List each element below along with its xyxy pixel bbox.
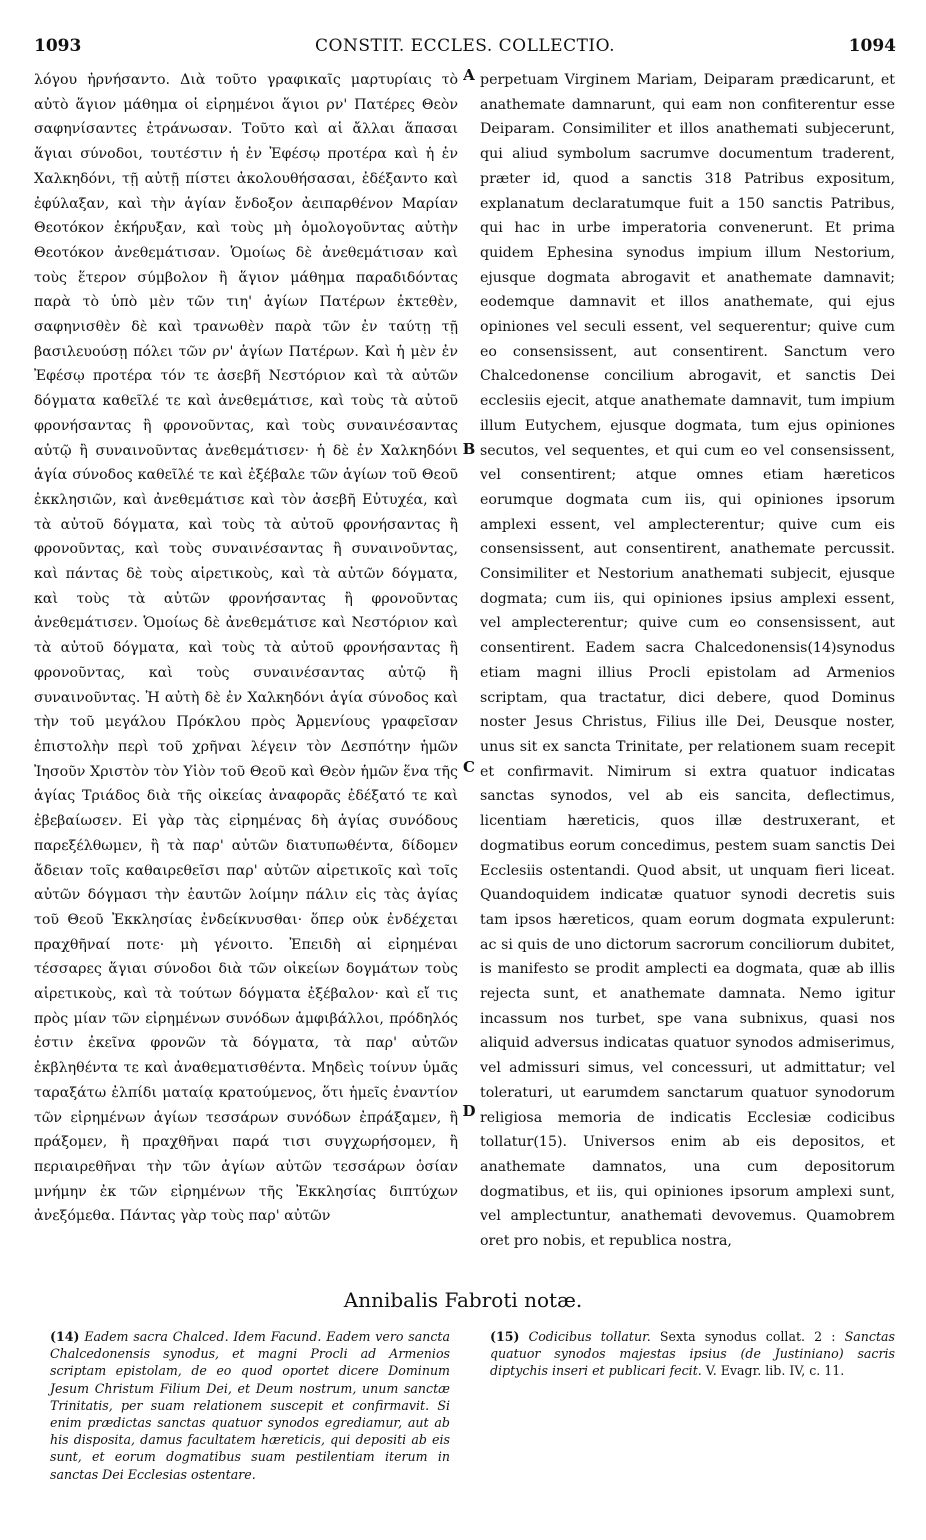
page-number-right: 1094	[848, 36, 896, 56]
page-header	[34, 36, 896, 62]
note-15-lemma: Codicibus tollatur.	[528, 1329, 651, 1344]
note-15	[490, 1328, 895, 1380]
greek-text-column: λόγου ἠρνήσαντο. Διὰ τοῦτο γραφικαῖς μαρτυρίαις τὸ αὐτὸ ἅγιον μάθημα οἱ εἰρημένοι ἅγιοι ρν' Πατέρες Θεὸν σαφηνίσαντες ἐτράνωσαν. Τοῦτο καὶ αἱ ἄλλαι ἅπασαι ἅγιαι σύνοδοι, τουτέστιν ἡ ἐν Ἐφέσῳ προτέρα καὶ ἡ ἐν Χαλκηδόνι, τῇ αὐτῇ πίστει ἀκολουθήσασαι, ἐδέξαντο καὶ ἐφύλαξαν, καὶ τὴν ἁγίαν ἔνδοξον ἀειπαρθένον Μαρίαν Θεοτόκον ἐκήρυξαν, καὶ τοὺς μὴ ὁμολογοῦντας αὐτὴν Θεοτόκον ἀνεθεμάτισαν. Ὁμοίως δὲ ἀνεθεμάτισαν καὶ τοὺς ἕτερον σύμβολον ἢ ἅγιον μάθημα παραδιδόντας παρὰ τὸ ὑπὸ μὲν τῶν τιη' ἁγίων Πατέρων ἐκτεθὲν, σαφηνισθὲν δὲ καὶ τρανωθὲν παρὰ τῶν ἐν ταύτῃ τῇ βασιλευούσῃ πόλει τῶν ρν' ἁγίων Πατέρων. Καὶ ἡ μὲν ἐν Ἐφέσῳ προτέρα τόν τε ἀσεβῆ Νεστόριον καὶ τὰ αὐτῶν δόγματα καθεῖλέ τε καὶ ἀνεθεμάτισε, καὶ τοὺς τὰ αὐτοῦ φρονήσαντας ἢ φρονοῦντας, καὶ τοὺς συναινέσαντας αὐτῷ ἢ συναινοῦντας ἀνεθεμάτισεν· ἡ δὲ ἐν Χαλκηδόνι ἁγία σύνοδος καθεῖλέ τε καὶ ἐξέβαλε τῶν ἁγίων τοῦ Θεοῦ ἐκκλησιῶν, καὶ ἀνεθεμάτισε καὶ τὸν ἀσεβῆ Εὐτυχέα, καὶ τὰ αὐτοῦ δόγματα, καὶ τοὺς τὰ αὐτοῦ φρονήσαντας ἢ φρονοῦντας, καὶ τοὺς συναινέσαντας ἢ συναινοῦντας, καὶ πάντας δὲ τοὺς αἱρετικοὺς, καὶ τὰ αὐτῶν δόγματα, καὶ τοὺς τὰ αὐτῶν φρονήσαντας ἢ φρονοῦντας ἀνεθεμάτισεν. Ὁμοίως δὲ ἀνεθεμάτισε καὶ Νεστόριον καὶ τὰ αὐτοῦ δόγματα, καὶ τοὺς τὰ αὐτοῦ φρονήσαντας ἢ φρονοῦντας, καὶ τοὺς συναινέσαντας αὐτῷ ἢ συναινοῦντας. Ἡ αὐτὴ δὲ ἐν Χαλκηδόνι ἁγία σύνοδος καὶ τὴν τοῦ μεγάλου Πρόκλου πρὸς Ἀρμενίους γραφεῖσαν ἐπιστολὴν περὶ τοῦ χρῆναι λέγειν τὸν Δεσπότην ἡμῶν Ἰησοῦν Χριστὸν τὸν Υἱὸν τοῦ Θεοῦ καὶ Θεὸν ἡμῶν ἕνα τῆς ἁγίας Τριάδος διὰ τῆς οἰκείας ἀναφορᾶς ἐδέξατό τε καὶ ἐβεβαίωσεν. Εἰ γὰρ τὰς εἰρημένας δὴ ἁγίας συνόδους παρεξέλθωμεν, ἢ τὰ παρ' αὐτῶν διατυπωθέντα, δίδομεν ἄδειαν τοῖς καθαιρεθεῖσι παρ' αὐτῶν αἱρετικοῖς καὶ τοῖς αὐτῶν δόγμασι τὴν ἑαυτῶν λοίμην πάλιν εἰς τὰς ἁγίας τοῦ Θεοῦ Ἐκκλησίας ἐνδείκνυσθαι· ὅπερ οὐκ ἐνδέχεται πραχθῆναί ποτε· μὴ γένοιτο. Ἐπειδὴ αἱ εἰρημέναι τέσσαρες ἅγιαι σύνοδοι διὰ τῶν οἰκείων δογμάτων τοὺς αἱρετικοὺς, καὶ τὰ τούτων δόγματα ἐξέβαλον· καὶ εἴ τις πρὸς μίαν τῶν εἰρημένων συνόδων ἀμφιβάλλοι, πρόδηλός ἐστιν ἐκεῖνα φρονῶν τὰ δόγματα, τὰ παρ' αὐτῶν ἐκβληθέντα τε καὶ ἀναθεματισθέντα. Μηδεὶς τοίνυν ὑμᾶς ταραξάτω ἐλπίδι ματαίᾳ κρατούμενος, ὅτι ἡμεῖς ἐναντίον τῶν εἰρημένων ἁγίων τεσσάρων συνόδων ἐπράξαμεν, ἢ πράξομεν, ἢ πραχθῆναι παρά τισι συγχωρήσομεν, ἢ περιαιρεθῆναι τὴν τῶν ἁγίων αὐτῶν τεσσάρων ὁσίαν μνήμην ἐκ τῶν εἰρημένων τῆς Ἐκκλησίας διπτύχων ἀνεξόμεθα. Πάντας γὰρ τοὺς παρ' αὐτῶν	[34, 72, 458, 1225]
note-15-number: (15)	[490, 1329, 520, 1344]
notes-heading: Annibalis Fabroti notæ.	[343, 1288, 583, 1312]
note-14-number: (14)	[50, 1329, 80, 1344]
note-15-see-also: V. Evagr. lib. IV, c. 11.	[705, 1363, 845, 1379]
note-14	[50, 1328, 450, 1483]
margin-marker-b: B	[462, 440, 476, 458]
running-title: CONSTIT. ECCLES. COLLECTIO.	[315, 36, 615, 56]
margin-marker-d: D	[462, 1102, 476, 1120]
note-15-text: Sanctas quatuor synodos majestas ipsius (de Justiniano) sacris diptychis inseri et publicari fecit.	[490, 1329, 895, 1379]
margin-marker-c: C	[463, 758, 475, 776]
latin-text-column: perpetuam Virginem Mariam, Deiparam prædicarunt, et anathemate damnarunt, qui eam non confiterentur esse Deiparam. Consimiliter et illos anathemati subjecerunt, qui aliud symbolum sacrumve documentum traderent, præter id, quod a sanctis 318 Patribus expositum, explanatum declaratumque fuit a 150 sanctis Patribus, qui hac in urbe imperatoria convenerunt. Et prima quidem Ephesina synodus impium illum Nestorium, ejusque dogmata abrogavit et anathemate damnavit; eodemque damnavit et illos anathemate, qui ejus opiniones vel seculi essent, vel sequerentur; quive cum eo consensissent, aut consentirent. Sanctum vero Chalcedonense concilium abrogavit, et sanctis Dei ecclesiis ejecit, atque anathemate damnavit, tum impium illum Eutychem, ejusque dogmata, tum ejus opiniones secutos, vel sequentes, et qui cum eo vel consensissent, vel consentirent; atque omnes etiam hæreticos eorumque dogmata cum iis, qui opiniones ipsorum amplexi essent, vel amplecterentur; quive cum eis consensissent, aut consentirent, anathemate percussit. Consimiliter et Nestorium anathemati subjecit, ejusque dogmata; cum iis, qui opiniones ipsius amplexi essent, vel amplecterentur; quive cum eo consensissent, aut consentirent. Eadem sacra Chalcedonensis(14)synodus etiam magni illius Procli epistolam ad Armenios scriptam, qua tractatur, dici debere, quod Dominus noster Jesus Christus, Filius ille Dei, Deusque noster, unus sit ex sancta Trinitate, per relationem suam recepit et confirmavit. Nimirum si extra quatuor indicatas sanctas synodos, vel ab eis sancita, deflectimus, licentiam hæreticis, quos illæ destruxerant, et dogmatibus eorum concedimus, pestem suam sanctis Dei Ecclesiis ostentandi. Quod absit, ut unquam fieri liceat. Quandoquidem indicatæ quatuor synodi decretis suis tam ipsos hæreticos, quam eorum dogmata expulerunt: ac si quis de uno dictorum sacrorum conciliorum dubitet, is manifesto se prodit amplecti ea dogmata, quæ ab illis rejecta sunt, et anathemate damnata. Nemo igitur incassum nos turbet, spe vana subnixus, quasi nos aliquid adversus indicatas quatuor synodos admiserimus, vel admissuri simus, vel concessuri, ut admittatur; vel toleraturi, ut earumdem sanctarum quatuor synodorum religiosa memoria de indicatis Ecclesiæ codicibus tollatur(15). Universos enim ab eis depositos, et anathemate damnatos, una cum depositorum dogmatibus, et iis, qui opiniones ipsorum amplexi sunt, vel amplectuntur, anathemati devovemus. Quamobrem oret pro nobis, et republica nostra,	[480, 72, 895, 1250]
note-15-reference: Sexta synodus collat. 2 :	[659, 1329, 836, 1344]
page-number-left: 1093	[34, 36, 82, 56]
margin-marker-a: A	[463, 66, 475, 84]
note-14-text: Eadem sacra Chalced. Idem Facund. Eadem vero sancta Chalcedonensis synodus, et magni Procli ad Armenios scriptam epistolam, de eo quod oportet dicere Dominum Jesum Christum Filium Dei, et Deum nostrum, unum sanctæ Trinitatis, per suam relationem suscepit et confirmavit. Si enim prædictas sanctas quatuor synodos egrediamur, aut ab his disposita, damus facultatem hæreticis, qui depositi ab eis sunt, et eorum dogmatibus suam pestilentiam iterum in sanctas Dei Ecclesias ostentare.	[50, 1329, 450, 1482]
